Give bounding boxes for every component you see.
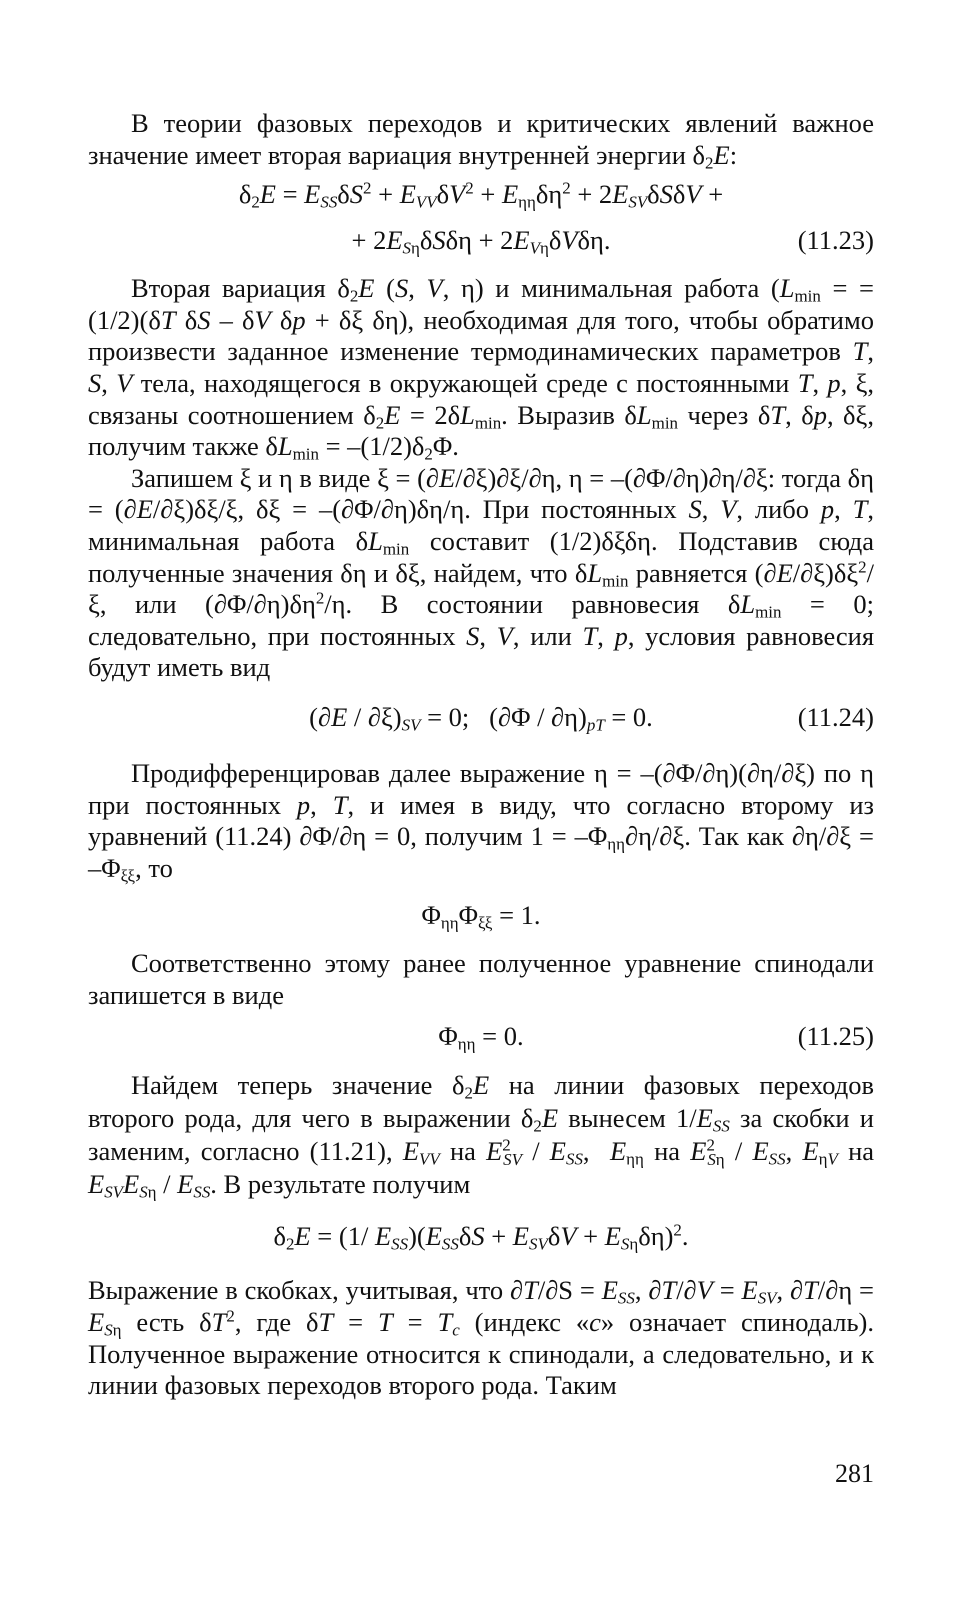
equation-phi-product: $\Phi_{\eta\eta}\Phi_{\xi\xi} = 1$. xyxy=(421,900,541,934)
intro-line-2: значение имеет вторая вариация внутренней энергии $\delta_2E$: xyxy=(88,139,738,173)
equation-number-11-23: (11.23) xyxy=(797,225,874,256)
second-order-paragraph: Найдем теперь значение $\delta_2E$ на линии фазовых переходов второго рода, для чего в выражении $\delta_2E$ вынесем $1/E_{SS}$ за скобки и заменим, согласно (11.21), $E_{VV}$ на $E^2_{SV} / E_{SS}$, $E_{\eta\eta}$ на $E^2_{S\eta} / E_{SS}$, $E_{\eta V}$ на $E_{SV}E_{S\eta} / E_{SS}$. В результате получим xyxy=(88,1070,875,1203)
page-number: 281 xyxy=(835,1459,874,1488)
equation-result: $\delta_2E = (1/$ $E_{SS})(E_{SS}\delta S + E_{SV}\delta V + E_{S\eta}\delta\eta)^2$. xyxy=(273,1221,689,1255)
page-body xyxy=(88,108,874,1402)
equation-number-11-24: (11.24) xyxy=(797,701,874,732)
differentiation-paragraph: Продифференцировав далее выражение η = –(∂Φ/∂η)(∂η/∂ξ) по η при постоянных p, T, и имея в виду, что согласно второму из уравнений (11.24) ∂Φ/∂η = 0, получим $1 = -\Phi_{\eta\eta}\partial\eta/\partial\xi$. Так как $\partial\eta/\partial\xi = -\Phi_{\xi\xi}$, то xyxy=(88,757,875,886)
equation-11-24: $(\partial E / \partial\xi)_{SV} = 0$; $(\partial\Phi / \partial\eta)_{pT} = 0$. (11.24) xyxy=(309,701,874,735)
equation-11-23-line-1: $\delta_2E = E_{SS}\delta S^2 + E_{VV}\delta V^2 + E_{\eta\eta}\delta\eta^2 + 2E_{SV}\delta S\delta V$ + xyxy=(238,178,724,212)
equation-number-11-25: (11.25) xyxy=(797,1021,874,1052)
equation-11-25: $\Phi_{\eta\eta} = 0$. (11.25) xyxy=(438,1021,874,1055)
intro-paragraph: В теории фазовых переходов и критических явлений важное xyxy=(131,108,874,138)
final-paragraph: Выражение в скобках, учитывая, что $\partial T/\partial S = E_{SS}$, $\partial T/\partial V = E_{SV}$, $\partial T/\partial\eta = E_{S\eta}$ есть $\delta T^2$, где $\delta T = T = T_c$ (индекс «c» означает спинодаль). Полученное выражение относится к спинодали, а следовательно, и к линии фазовых переходов второго рода. Таким xyxy=(88,1275,874,1401)
spinodal-paragraph: Соответственно этому ранее полученное уравнение спинодали запишется в виде xyxy=(88,948,874,1010)
write-paragraph: Запишем ξ и η в виде ξ = (∂E/∂ξ)∂ξ/∂η, η = –(∂Φ/∂η)∂η/∂ξ: тогда δη = (∂E/∂ξ)δξ/ξ, δξ = –(∂Φ/∂η)δη/η. При постоянных S, V, либо p, T, минимальная работа $\delta L_{min}$ составит (1/2)δξδη. Подставив сюда полученные значения δη и δξ, найдем, что $\delta L_{min}$ равняется $(\partial E/\partial\xi)\delta\xi^2/\xi$, или $(\partial\Phi/\partial\eta)\delta\eta^2/\eta$. В состоянии равновесия $\delta L_{min} = 0$; следовательно, при постоянных S, V, или T, p, условия равновесия будут иметь вид xyxy=(88,462,875,683)
equation-11-23-line-2: + $2E_{S\eta}\delta S\delta\eta + 2E_{V\eta}\delta V\delta\eta$. (11.23) xyxy=(351,225,874,258)
variation-paragraph: Вторая вариация $\delta_2E$ (S, V, η) и минимальная работа ($L_{min}$ = = (1/2)(δT δS – δV δp + δξ δη), необходимая для того, чтобы обратимо произвести заданное изменение термодинамических параметров T, S, V тела, находящегося в окружающей среде с постоянными T, p, ξ, связаны соотношением $\delta_2E = 2\delta L_{min}$. Выразив $\delta L_{min}$ через δT, δp, δξ, получим также $\delta L_{min} = -(1/2)\delta_2\Phi$. xyxy=(88,273,875,464)
